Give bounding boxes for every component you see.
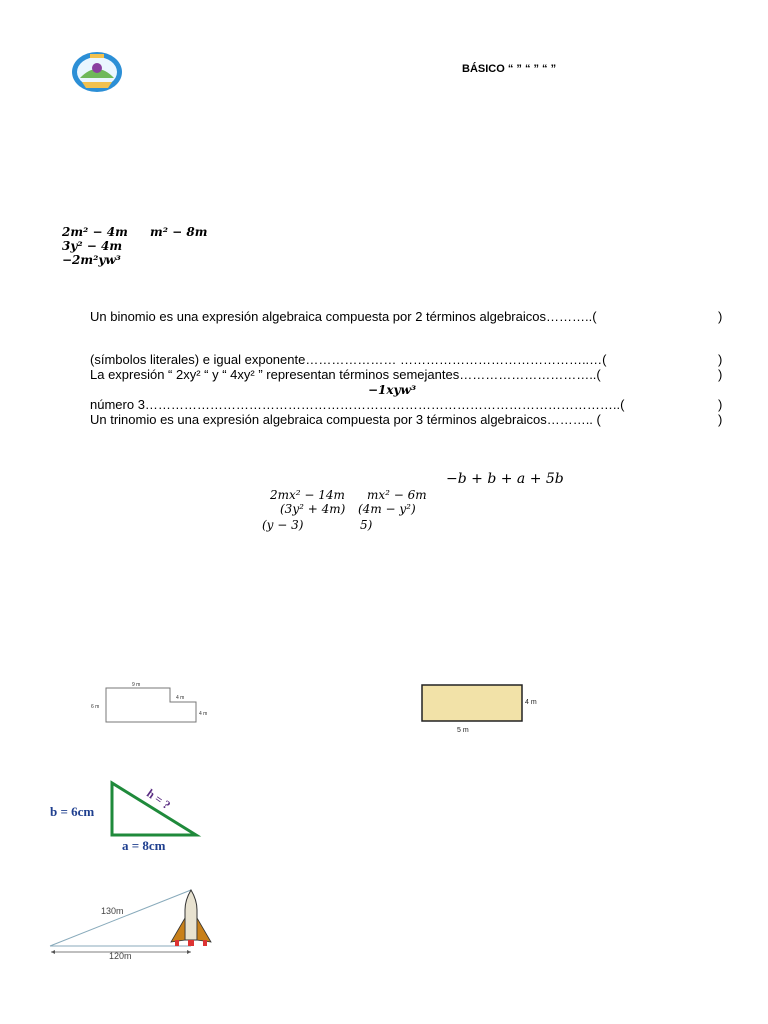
statement-3: La expresión “ 2xy² “ y “ 4xy² ” representan términos semejantes…………………………..( — [90, 367, 601, 382]
triangle-h-label: h = ? — [144, 786, 174, 813]
expression-1b: m² − 8m — [150, 225, 208, 239]
rocket-hyp-label: 130m — [101, 906, 124, 916]
statement-2: (símbolos literales) e igual exponente………………… ……………………………………..…( — [90, 352, 607, 367]
rocket-icon — [171, 890, 211, 946]
school-emblem-icon — [70, 50, 124, 94]
expression-r1b: mx² − 6m — [367, 488, 427, 502]
expression-r3a: (y − 3) — [262, 518, 304, 532]
triangle-figure — [48, 775, 218, 855]
answer-paren-3[interactable]: ) — [718, 367, 723, 382]
rect-width-label: 5 m — [457, 727, 469, 734]
expression-1a: 2m² − 4m — [62, 225, 128, 239]
answer-paren-1[interactable]: ) — [718, 309, 723, 324]
l-left-label: 6 m — [91, 704, 100, 710]
statement-1: Un binomio es una expresión algebraica compuesta por 2 términos algebraicos………..( — [90, 309, 597, 324]
expression-right: −b + b + a + 5b — [446, 471, 564, 487]
answer-paren-2[interactable]: ) — [718, 352, 723, 367]
rocket-base-label: 120m — [109, 951, 132, 960]
expression-r1a: 2mx² − 14m — [270, 488, 345, 502]
expression-r3b: 5) — [360, 518, 373, 532]
rectangle-shape — [422, 685, 522, 721]
expression-3: −2m²yw³ — [62, 253, 121, 267]
triangle-b-label: b = 6cm — [50, 804, 95, 819]
rectangle-figure — [415, 680, 555, 740]
l-shape-figure — [88, 680, 218, 730]
mid-expression: −1xyw³ — [368, 383, 417, 397]
statement-4: número 3………………………………………………………………………………………………..( — [90, 397, 625, 412]
triangle-a-label: a = 8cm — [122, 838, 166, 853]
l-right-label: 4 m — [199, 711, 208, 717]
rocket-figure — [45, 880, 225, 960]
l-top-label: 9 m — [132, 682, 141, 688]
expression-r2a: (3y² + 4m) — [280, 502, 346, 516]
rect-height-label: 4 m — [525, 699, 537, 706]
school-logo — [70, 50, 124, 94]
expression-r2b: (4m − y²) — [358, 502, 416, 516]
page-title: BÁSICO “ ” “ ” “ ” — [462, 63, 557, 75]
l-step-label: 4 m — [176, 695, 185, 701]
expression-2: 3y² − 4m — [62, 239, 123, 253]
answer-paren-5[interactable]: ) — [718, 412, 723, 427]
answer-paren-4[interactable]: ) — [718, 397, 723, 412]
statement-5: Un trinomio es una expresión algebraica compuesta por 3 términos algebraicos……….. ( — [90, 412, 601, 427]
